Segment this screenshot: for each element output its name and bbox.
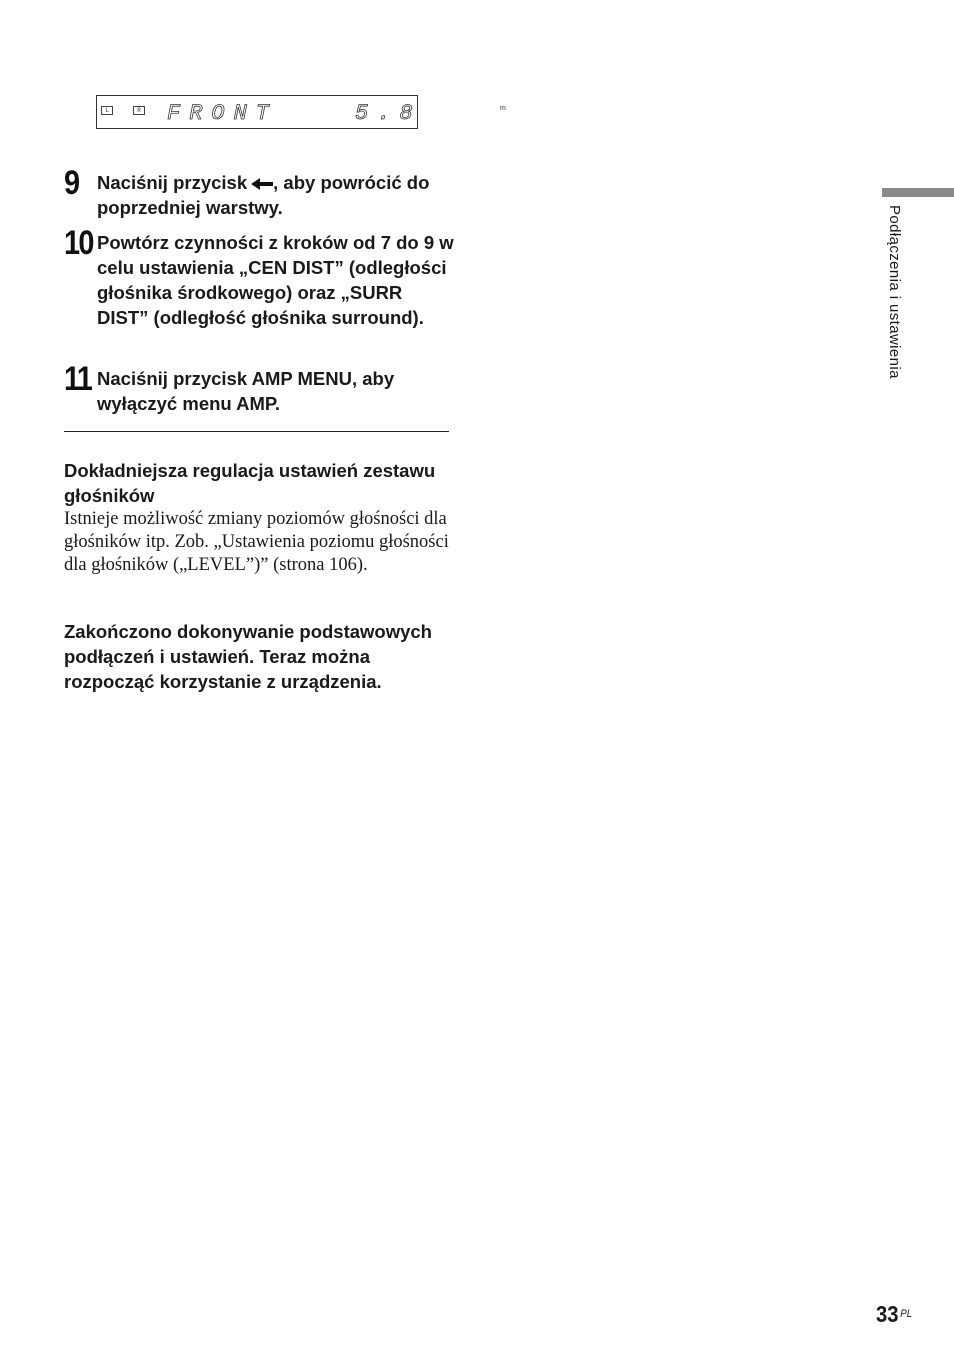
tip-heading: Dokładniejsza regulacja ustawień zestawu głośników (64, 460, 436, 506)
step-10 (64, 224, 454, 330)
step-text-after: , aby powrócić do poprzedniej warstwy. (97, 172, 430, 218)
side-tab-label: Podłączenia i ustawienia (886, 205, 903, 379)
step-11 (64, 360, 454, 416)
right-channel-indicator: R (133, 106, 145, 115)
page-language-suffix: PL (900, 1308, 913, 1320)
left-channel-indicator: L (101, 106, 113, 115)
return-arrow-icon (251, 178, 260, 190)
tip-body: Istnieje możliwość zmiany poziomów głośności dla głośników itp. Zob. „Ustawienia poziomu głośności dla głośników („LEVEL”)” (strona 106). (64, 509, 449, 575)
step-number: 11 (64, 360, 92, 398)
step-number: 9 (64, 164, 79, 202)
step-text: Naciśnij przycisk AMP MENU, aby wyłączyć menu AMP. (97, 368, 395, 414)
step-9 (64, 164, 454, 220)
display-panel-illustration (96, 95, 506, 129)
display-unit: m (500, 105, 506, 112)
closing-note: Zakończono dokonywanie podstawowych podłączeń i ustawień. Teraz można rozpocząć korzystanie z urządzenia. (64, 621, 432, 692)
step-text-before: Naciśnij przycisk (97, 172, 248, 193)
step-text: Powtórz czynności z kroków od 7 do 9 w celu ustawienia „CEN DIST” (odległości głośnika środkowego) oraz „SURR DIST” (odległość głośnika surround). (97, 232, 454, 328)
display-text: FRONT (167, 101, 279, 126)
page-number (876, 1300, 912, 1328)
side-tab-bar (882, 188, 954, 197)
step-number: 10 (64, 224, 93, 262)
step-text (97, 170, 454, 220)
page-number-value: 33 (876, 1301, 899, 1327)
display-value: 5.8 (355, 101, 422, 126)
section-divider (64, 431, 449, 432)
